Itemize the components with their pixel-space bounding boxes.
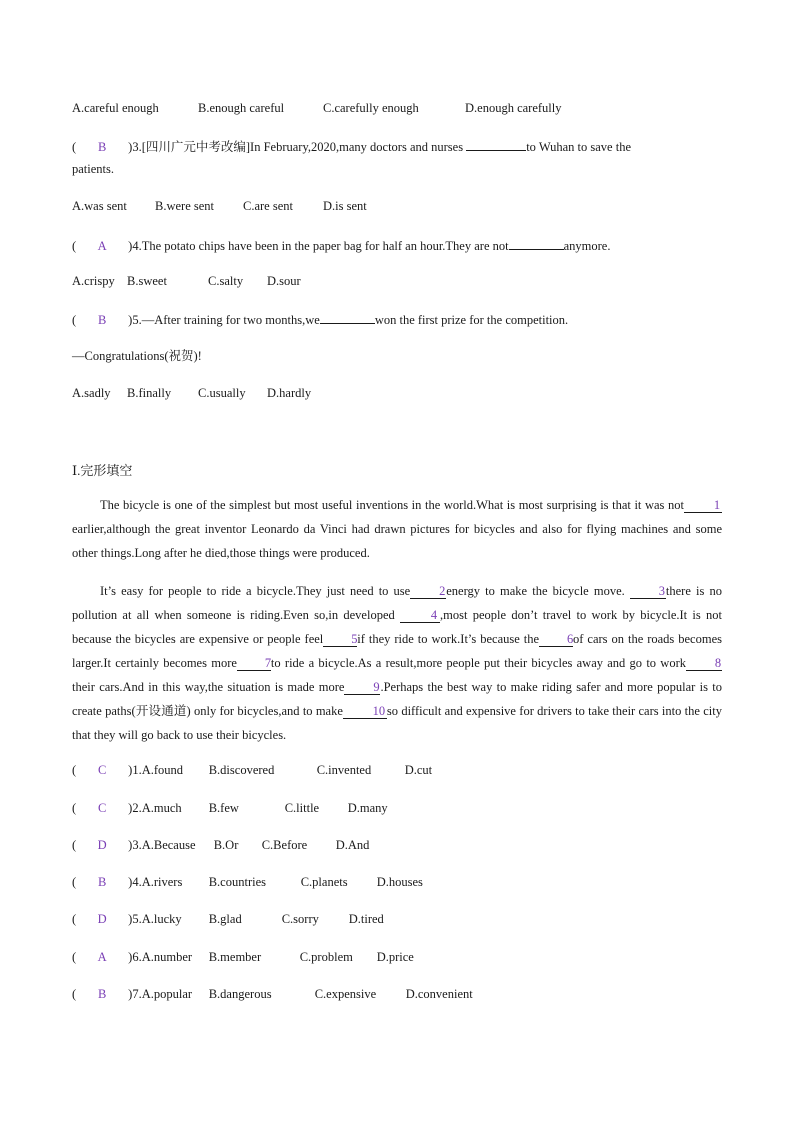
blank-number: 5 bbox=[323, 632, 357, 647]
answer-letter: B bbox=[98, 140, 107, 154]
cloze-question-2 bbox=[72, 800, 388, 816]
answer-letter: C bbox=[98, 763, 107, 777]
answer-blank bbox=[466, 137, 526, 151]
option: A.popular bbox=[141, 987, 193, 1001]
blank-number: 4 bbox=[400, 608, 440, 623]
option: C.problem bbox=[299, 950, 353, 964]
option: B.finally bbox=[127, 386, 172, 400]
passage-text: ,most people don’t travel to work by bicycle.It is not because the bicycles are expensive or people feel bbox=[72, 608, 722, 646]
passage-text: earlier,although the great inventor Leonardo da Vinci had drawn pictures for bicycles and also for flying machines and some other things.Long after he died,those things were produced. bbox=[72, 522, 722, 560]
option: D.And bbox=[335, 838, 370, 852]
passage-text: there is no pollution at all when someone is riding.Even so,in developed bbox=[72, 584, 722, 622]
option: A.was sent bbox=[72, 199, 127, 213]
option: B.dangerous bbox=[208, 987, 272, 1001]
option: D.convenient bbox=[405, 987, 473, 1001]
question-number: )2. bbox=[128, 801, 142, 815]
option: D.many bbox=[347, 801, 388, 815]
q3-options bbox=[72, 198, 367, 214]
option: B.glad bbox=[208, 912, 242, 926]
option: A.careful enough bbox=[72, 101, 159, 115]
option: D.is sent bbox=[323, 199, 367, 213]
question-5-reply: —Congratulations(祝贺)! bbox=[72, 349, 202, 363]
blank-number: 7 bbox=[237, 656, 271, 671]
question-number: )4. bbox=[128, 875, 142, 889]
option: C.carefully enough bbox=[323, 101, 419, 115]
option: C.little bbox=[284, 801, 320, 815]
paren-open: ( bbox=[72, 801, 77, 815]
option: D.houses bbox=[376, 875, 423, 889]
blank-number: 1 bbox=[684, 498, 722, 513]
option: D.enough carefully bbox=[465, 101, 562, 115]
option: B.sweet bbox=[127, 274, 167, 288]
option: A.rivers bbox=[141, 875, 183, 889]
passage-text: of cars on the roads becomes larger.It certainly becomes more bbox=[72, 632, 722, 670]
blank-number: 9 bbox=[344, 680, 380, 695]
answer-letter: D bbox=[97, 838, 107, 852]
option: A.lucky bbox=[141, 912, 182, 926]
blank-number: 8 bbox=[686, 656, 722, 671]
answer-letter: B bbox=[98, 987, 107, 1001]
paren-open: ( bbox=[72, 950, 77, 964]
passage-text: to ride a bicycle.As a result,more people put their bicycles away and go to work bbox=[270, 656, 686, 670]
question-stem-end: won the first prize for the competition. bbox=[374, 313, 569, 327]
question-4 bbox=[72, 236, 610, 254]
question-stem: )3.[四川广元中考改编]In February,2020,many doctors and nurses bbox=[128, 140, 464, 154]
cloze-question-7 bbox=[72, 986, 473, 1002]
answer-letter: B bbox=[98, 875, 107, 889]
question-5 bbox=[72, 310, 568, 328]
answer-letter: A bbox=[97, 950, 107, 964]
question-number: )5. bbox=[128, 912, 142, 926]
blank-number: 2 bbox=[410, 584, 446, 599]
option: A.much bbox=[141, 801, 182, 815]
option: C.Before bbox=[261, 838, 308, 852]
option: B.Or bbox=[213, 838, 239, 852]
cloze-question-1 bbox=[72, 762, 432, 778]
option: B.discovered bbox=[208, 763, 275, 777]
q5-options bbox=[72, 385, 311, 401]
question-number: )1. bbox=[128, 763, 142, 777]
question-stem: )4.The potato chips have been in the paper bag for half an hour.They are not bbox=[128, 239, 509, 253]
paren-open: ( bbox=[72, 875, 77, 889]
option: A.found bbox=[141, 763, 184, 777]
paren-open: ( bbox=[72, 313, 77, 327]
question-3-line2: patients. bbox=[72, 162, 115, 176]
option: A.Because bbox=[141, 838, 196, 852]
question-stem-end: to Wuhan to save the bbox=[526, 140, 632, 154]
option: C.planets bbox=[300, 875, 348, 889]
passage-text: It’s easy for people to ride a bicycle.They just need to use bbox=[100, 584, 411, 598]
option: B.were sent bbox=[155, 199, 215, 213]
answer-letter: C bbox=[98, 801, 107, 815]
section-heading: Ⅰ.完形填空 bbox=[72, 463, 133, 478]
option: D.tired bbox=[348, 912, 384, 926]
cloze-question-5 bbox=[72, 911, 384, 927]
option: C.expensive bbox=[314, 987, 377, 1001]
passage-text: energy to make the bicycle move. bbox=[446, 584, 625, 598]
option: D.price bbox=[376, 950, 414, 964]
q2-options bbox=[72, 100, 562, 116]
option: C.invented bbox=[316, 763, 372, 777]
question-number: )3. bbox=[128, 838, 142, 852]
answer-letter: D bbox=[97, 912, 107, 926]
passage-text: The bicycle is one of the simplest but most useful inventions in the world.What is most surprising is that it was not bbox=[100, 498, 684, 512]
answer-blank bbox=[320, 310, 375, 324]
paren-open: ( bbox=[72, 239, 77, 253]
option: D.cut bbox=[404, 763, 433, 777]
blank-number: 10 bbox=[343, 704, 387, 719]
question-number: )7. bbox=[128, 987, 142, 1001]
paren-open: ( bbox=[72, 763, 77, 777]
cloze-question-6 bbox=[72, 949, 414, 965]
option: B.countries bbox=[208, 875, 267, 889]
cloze-question-3 bbox=[72, 837, 369, 853]
answer-letter: A bbox=[97, 239, 107, 253]
answer-blank bbox=[509, 236, 564, 250]
option: D.hardly bbox=[267, 386, 312, 400]
question-stem: )5.—After training for two months,we bbox=[128, 313, 320, 327]
option: A.sadly bbox=[72, 386, 111, 400]
cloze-question-4 bbox=[72, 874, 423, 890]
passage-text: so difficult and expensive for drivers to take their cars into the city that they will go back to use their bicycles. bbox=[72, 704, 722, 742]
passage-paragraph-1 bbox=[72, 493, 722, 565]
passage-text: their cars.And in this way,the situation is made more bbox=[72, 680, 345, 694]
option: A.crispy bbox=[72, 274, 115, 288]
q4-options bbox=[72, 273, 301, 289]
option: C.usually bbox=[198, 386, 246, 400]
paren-open: ( bbox=[72, 987, 77, 1001]
option: C.sorry bbox=[281, 912, 319, 926]
question-3 bbox=[72, 137, 722, 155]
passage-text: if they ride to work.It’s because the bbox=[357, 632, 540, 646]
question-number: )6. bbox=[128, 950, 142, 964]
blank-number: 6 bbox=[539, 632, 573, 647]
option: D.sour bbox=[267, 274, 301, 288]
paren-open: ( bbox=[72, 912, 77, 926]
passage-paragraph-2 bbox=[72, 579, 722, 747]
option: C.are sent bbox=[243, 199, 293, 213]
passage-text: .Perhaps the best way to make riding safer and more popular is to create paths(开设通道) only for bicycles,and to make bbox=[72, 680, 722, 718]
option: B.few bbox=[208, 801, 239, 815]
blank-number: 3 bbox=[630, 584, 666, 599]
option: B.member bbox=[208, 950, 262, 964]
answer-letter: B bbox=[98, 313, 107, 327]
option: A.number bbox=[141, 950, 193, 964]
option: B.enough careful bbox=[198, 101, 285, 115]
question-stem-end: anymore. bbox=[563, 239, 611, 253]
option: C.salty bbox=[208, 274, 244, 288]
paren-open: ( bbox=[72, 838, 77, 852]
paren-open: ( bbox=[72, 140, 77, 154]
